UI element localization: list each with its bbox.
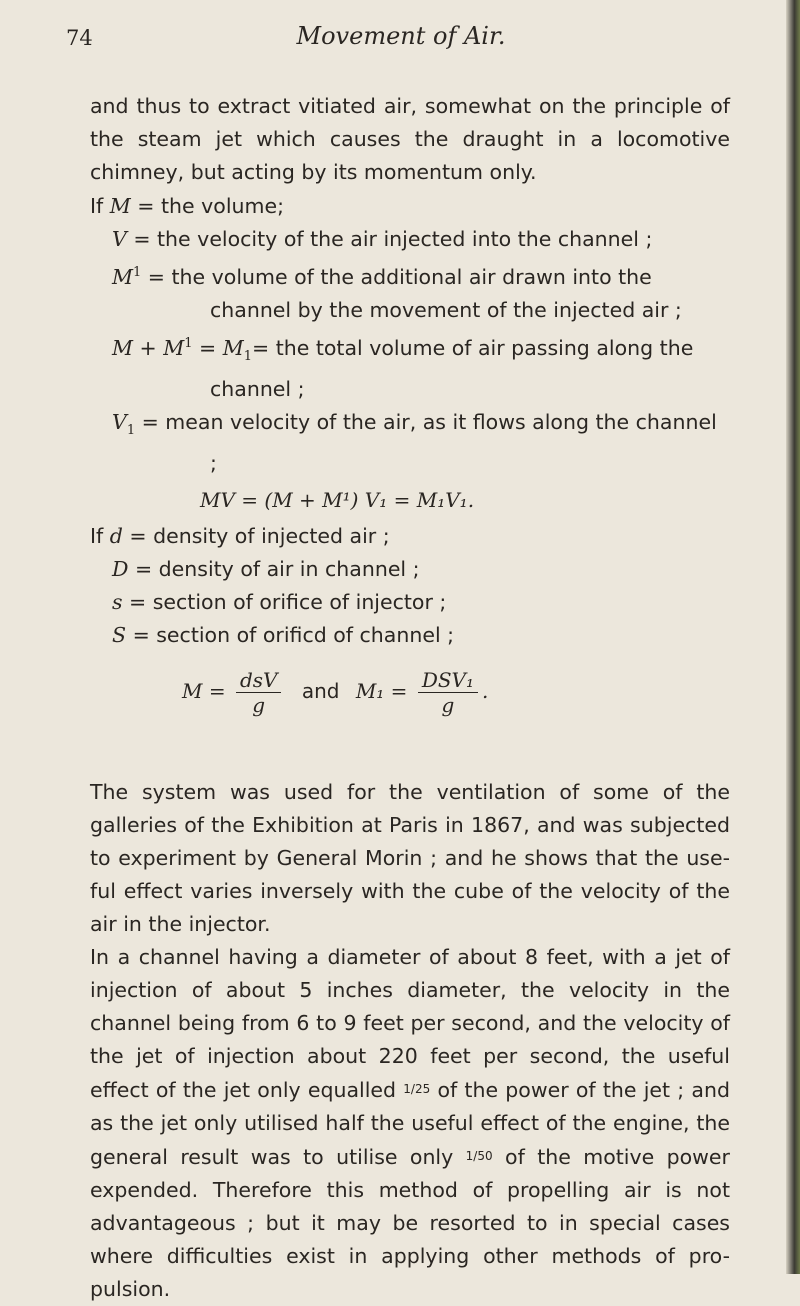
def-section-channel: S = section of orificd of channel ; [112,623,455,647]
page-number: 74 [66,26,93,50]
intro-paragraph: and thus to extract vitiated air, somewhat on the principle of the steam jet which causes the draught in a locomotive chimney, but acting by its momentum only. [90,94,730,184]
page-edge [786,0,800,1274]
fraction-second: 1/50 [465,1149,493,1163]
fraction-2: $\frac{\text{DSV₁}}{g}$ [418,668,478,717]
def-density-injected: If d = density of injected air ; [90,524,390,548]
def-section-injector: s = section of orifice of injector ; [112,590,447,614]
paragraph-experiment: In a channel having a diameter of about 8 feet, with a jet of injection of about 5 inches diameter, the velocity in the channel being from 6 to 9 feet per second, and the velocity of the jet of injection about 220 feet per second, the useful effect of the jet only equalled 1/25 of the power of the jet ; and as the jet only utilised half the useful effect of the engine, the general result was to utilise only 1/50 of the motive power expended. Therefore this method of propelling air is not advantageous ; but it may be resorted to in special cases where difficulties exist in applying other methods of pro-pulsion. [90,945,730,1301]
def-volume: If M = the volume; [90,194,285,218]
def-density-channel: D = density of air in channel ; [112,557,420,581]
fraction-1: $\frac{\text{dsV}}{g}$ [236,668,282,717]
paragraph-exhibition: The system was used for the ventilation of some of the galleries of the Exhibition at Paris in 1867, and was subjected to experiment by General Morin ; and he shows that the use-ful effect varies inversely with the cube of the velocity of the air in the injector. [90,780,730,936]
def-mean-velocity: $V_1$ = mean velocity of the air, as it flows along the channel ; [112,410,717,475]
page-header [66,20,736,70]
def-velocity: V = the velocity of the air injected into the channel ; [112,227,653,251]
definitions-2 [90,520,730,652]
def-additional-volume: $M^1$ = the volume of the additional air drawn into the channel by the movement of the injected air ; [112,265,682,322]
formula-momentum: MV = (M + M¹) V₁ = M₁V₁. [200,488,475,512]
definitions-1 [90,190,730,480]
body-paragraphs [90,776,730,1306]
running-title: Movement of Air. [296,22,506,50]
fraction-first: 1/25 [403,1082,431,1096]
def-total-volume: $M + M^1 = M_1=$ the total volume of air passing along the channel ; [112,336,694,401]
formula-mass: M = $\frac{\text{dsV}}{g}$ and M₁ = $\frac{\text{DSV₁}}{g}$ . [182,668,489,717]
